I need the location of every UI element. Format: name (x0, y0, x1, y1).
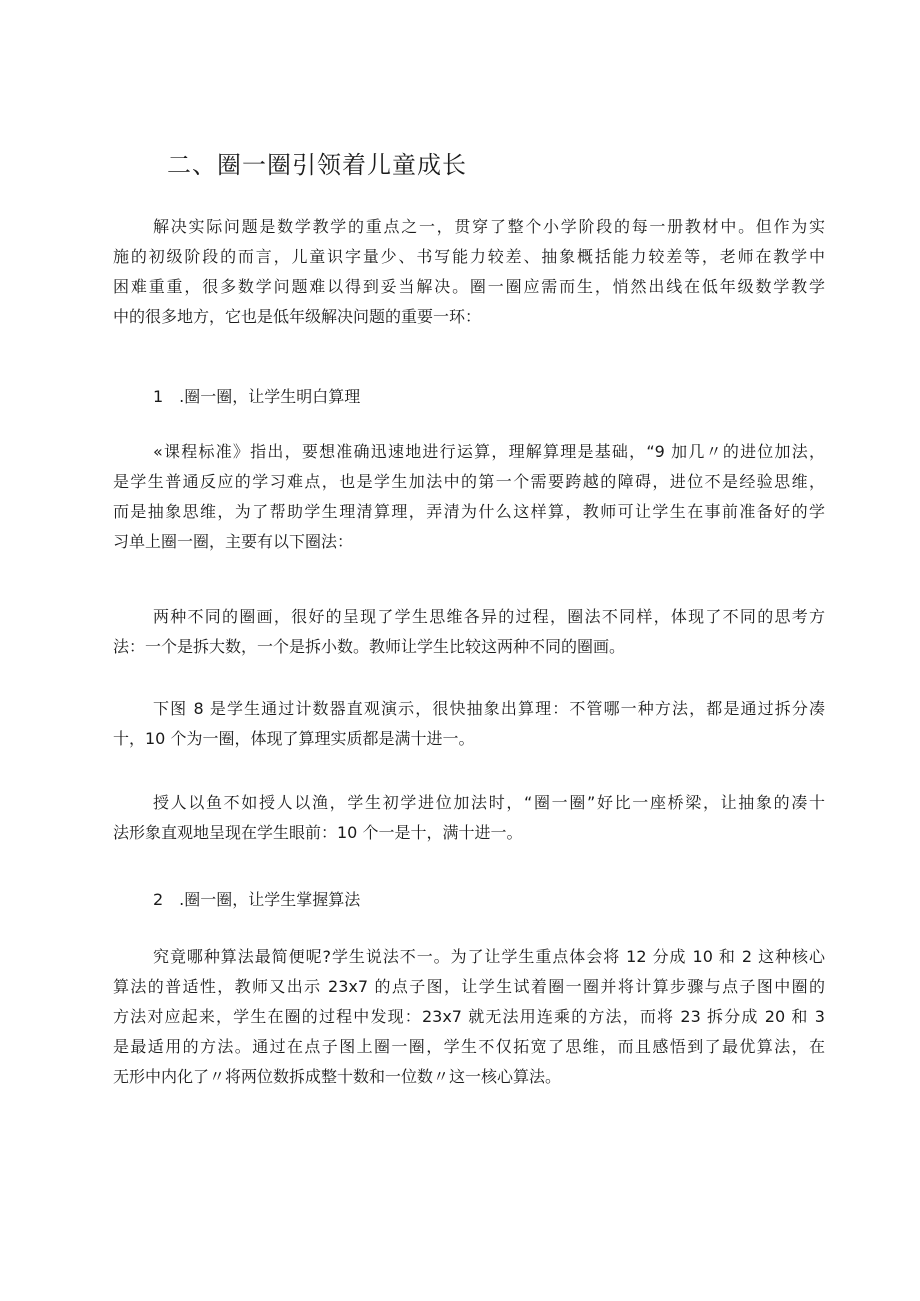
paragraph-line: 授人以鱼不如授人以渔，学生初学进位加法时，“圈一圈”好比一座桥梁，让抽象的凑十 (153, 793, 825, 812)
paragraph-fishing (113, 788, 825, 848)
paragraph-line: 法形象直观地呈现在学生眼前：10 个一是十，满十进一。 (113, 823, 523, 842)
paragraph-figure-8 (113, 694, 825, 754)
paragraph-line: 方法对应起来，学生在圈的过程中发现：23x7 就无法用连乘的方法，而将 23 拆分成 20 和 3 (113, 1007, 825, 1026)
paragraph-line: 中的很多地方，它也是低年级解决问题的重要一环： (113, 307, 482, 326)
paragraph-algorithm (113, 942, 825, 1092)
paragraph-line: 究竟哪种算法最简便呢?学生说法不一。为了让学生重点体会将 12 分成 10 和 2 这种核心 (153, 947, 825, 966)
paragraph-intro (113, 212, 825, 332)
paragraph-line: 法：一个是拆大数，一个是拆小数。教师让学生比较这两种不同的圈画。 (113, 637, 626, 656)
paragraph-line: 施的初级阶段的而言，儿童识字量少、书写能力较差、抽象概括能力较差等，老师在教学中 (113, 247, 825, 266)
paragraph-line: 解决实际问题是数学教学的重点之一，贯穿了整个小学阶段的每一册教材中。但作为实 (153, 217, 825, 236)
paragraph-line: 困难重重，很多数学问题难以得到妥当解决。圈一圈应需而生，悄然出线在低年级数学教学 (113, 277, 825, 296)
paragraph-line: 是学生普通反应的学习难点，也是学生加法中的第一个需要跨越的障碍，进位不是经验思维， (113, 472, 825, 491)
paragraph-line: 而是抽象思维，为了帮助学生理清算理，弄清为什么这样算，教师可让学生在事前准备好的学 (113, 502, 825, 521)
paragraph-line: 习单上圈一圈，主要有以下圈法： (113, 532, 354, 551)
paragraph-line: 十，10 个为一圈，体现了算理实质都是满十进一。 (113, 729, 475, 748)
paragraph-two-methods (113, 602, 825, 662)
paragraph-standard (113, 437, 825, 557)
paragraph-line: «课程标准》指出，要想准确迅速地进行运算，理解算理是基础，“9 加几〃的进位加法， (153, 442, 825, 461)
paragraph-line: 下图 8 是学生通过计数器直观演示，很快抽象出算理：不管哪一种方法，都是通过拆分凑 (153, 699, 825, 718)
paragraph-line: 无形中内化了〃将两位数拆成整十数和一位数〃这一核心算法。 (113, 1067, 562, 1086)
paragraph-line: 算法的普适性，教师又出示 23x7 的点子图，让学生试着圈一圈并将计算步骤与点子图中圈的 (113, 977, 825, 996)
subheading-1: 1 .圈一圈，让学生明白算理 (153, 387, 361, 406)
section-title: 二、圈一圈引领着儿童成长 (167, 151, 467, 179)
paragraph-line: 是最适用的方法。通过在点子图上圈一圈，学生不仅拓宽了思维，而且感悟到了最优算法，在 (113, 1037, 825, 1056)
paragraph-line: 两种不同的圈画，很好的呈现了学生思维各异的过程，圈法不同样，体现了不同的思考方 (153, 607, 825, 626)
subheading-2: 2 .圈一圈，让学生掌握算法 (153, 890, 361, 909)
